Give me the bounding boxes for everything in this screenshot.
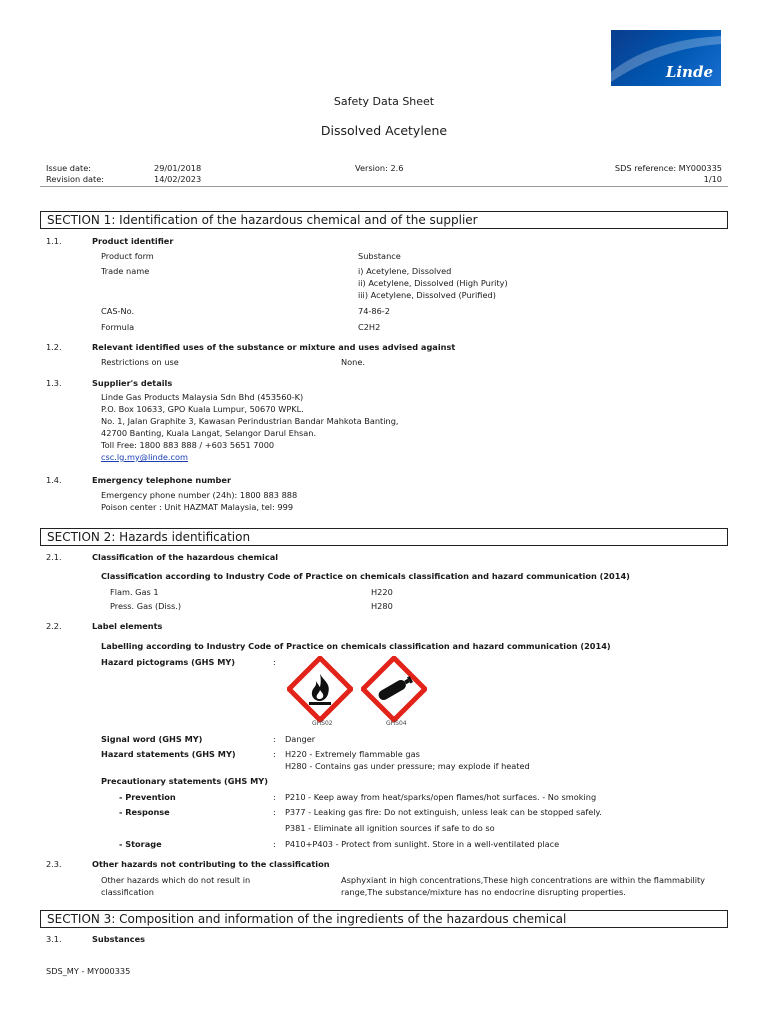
colon: : [273, 807, 276, 817]
header-divider [40, 186, 728, 187]
classification-name: Press. Gas (Diss.) [110, 601, 182, 611]
product-title: Dissolved Acetylene [320, 123, 448, 138]
supplier-line: No. 1, Jalan Graphite 3, Kawasan Perindustrian Bandar Mahkota Banting, [101, 416, 399, 426]
classification-code: H280 [371, 601, 393, 611]
s2-1-number: 2.1. [46, 552, 62, 562]
trade-name-line: i) Acetylene, Dissolved [358, 266, 452, 276]
s2-2-title: Label elements [92, 621, 163, 631]
s2-3-number: 2.3. [46, 859, 62, 869]
hazard-statements-label: Hazard statements (GHS MY) [101, 749, 236, 759]
supplier-email-link[interactable]: csc.lg.my@linde.com [101, 452, 189, 462]
other-hazards-value: Asphyxiant in high concentrations,These high concentrations are within the flammability [341, 875, 706, 885]
flame-icon [287, 656, 353, 722]
storage-value: P410+P403 - Protect from sunlight. Store in a well-ventilated place [285, 839, 560, 849]
document-type: Safety Data Sheet [333, 95, 435, 108]
trade-name-line: ii) Acetylene, Dissolved (High Purity) [358, 278, 508, 288]
supplier-line: 42700 Banting, Kuala Langat, Selangor Darul Ehsan. [101, 428, 317, 438]
footer-reference: SDS_MY - MY000335 [46, 966, 131, 976]
cas-label: CAS-No. [101, 306, 135, 316]
linde-logo [611, 30, 721, 86]
prevention-value: P210 - Keep away from heat/sparks/open flames/hot surfaces. - No smoking [285, 792, 597, 802]
colon: : [273, 657, 276, 667]
colon: : [273, 749, 276, 759]
emergency-line: Poison center : Unit HAZMAT Malaysia, tel: 999 [101, 502, 294, 512]
s1-2-title: Relevant identified uses of the substance or mixture and uses advised against [92, 342, 456, 352]
issue-date-value: 29/01/2018 [154, 163, 202, 173]
formula-value: C2H2 [358, 322, 381, 332]
supplier-email-wrap [101, 451, 188, 463]
product-form-value: Substance [358, 251, 401, 261]
colon: : [273, 792, 276, 802]
section-1-header: SECTION 1: Identification of the hazardous chemical and of the supplier [40, 211, 728, 229]
s1-4-title: Emergency telephone number [92, 475, 232, 485]
cas-value: 74-86-2 [358, 306, 390, 316]
prevention-label: - Prevention [119, 792, 176, 802]
gas-cylinder-icon [361, 656, 427, 722]
logo-wordmark: Linde [665, 63, 713, 81]
pictograms-label: Hazard pictograms (GHS MY) [101, 657, 236, 667]
section-2-header: SECTION 2: Hazards identification [40, 528, 728, 546]
section-3-header: SECTION 3: Composition and information of the ingredients of the hazardous chemical [40, 910, 728, 928]
response-line: P381 - Eliminate all ignition sources if safe to do so [285, 823, 495, 833]
s1-1-number: 1.1. [46, 236, 62, 246]
revision-date-value: 14/02/2023 [154, 174, 202, 184]
classification-code: H220 [371, 587, 393, 597]
restrictions-value: None. [341, 357, 365, 367]
signal-word-label: Signal word (GHS MY) [101, 734, 203, 744]
s1-2-number: 1.2. [46, 342, 62, 352]
classification-heading: Classification according to Industry Code of Practice on chemicals classification and hazard communication (2014) [101, 571, 630, 581]
s2-1-title: Classification of the hazardous chemical [92, 552, 279, 562]
s1-1-title: Product identifier [92, 236, 174, 246]
version: Version: 2.6 [355, 163, 404, 173]
other-hazards-label: Other hazards which do not result in [101, 875, 251, 885]
classification-name: Flam. Gas 1 [110, 587, 159, 597]
supplier-line: Linde Gas Products Malaysia Sdn Bhd (453560-K) [101, 392, 304, 402]
s3-1-title: Substances [92, 934, 146, 944]
issue-date-label: Issue date: [46, 163, 91, 173]
colon: : [273, 734, 276, 744]
s1-4-number: 1.4. [46, 475, 62, 485]
signal-word-value: Danger [285, 734, 316, 744]
hazard-statement: H220 - Extremely flammable gas [285, 749, 420, 759]
s3-1-number: 3.1. [46, 934, 62, 944]
page-number: 1/10 [703, 174, 722, 184]
colon: : [273, 839, 276, 849]
trade-name-line: iii) Acetylene, Dissolved (Purified) [358, 290, 496, 300]
revision-date-label: Revision date: [46, 174, 105, 184]
formula-label: Formula [101, 322, 135, 332]
hazard-statement: H280 - Contains gas under pressure; may explode if heated [285, 761, 530, 771]
other-hazards-value: range,The substance/mixture has no endocrine disrupting properties. [341, 887, 626, 897]
supplier-line: Toll Free: 1800 883 888 / +603 5651 7000 [101, 440, 275, 450]
product-form-label: Product form [101, 251, 154, 261]
s1-3-title: Supplier's details [92, 378, 173, 388]
response-line: P377 - Leaking gas fire: Do not extinguish, unless leak can be stopped safely. [285, 807, 602, 817]
precautionary-label: Precautionary statements (GHS MY) [101, 776, 268, 786]
pictogram-code: GHS04 [386, 720, 407, 727]
s1-3-number: 1.3. [46, 378, 62, 388]
s2-3-title: Other hazards not contributing to the classification [92, 859, 330, 869]
s2-2-number: 2.2. [46, 621, 62, 631]
response-label: - Response [119, 807, 170, 817]
storage-label: - Storage [119, 839, 162, 849]
sds-reference: SDS reference: MY000335 [614, 163, 722, 173]
restrictions-label: Restrictions on use [101, 357, 179, 367]
trade-name-label: Trade name [101, 266, 150, 276]
pictogram-code: GHS02 [312, 720, 333, 727]
emergency-line: Emergency phone number (24h): 1800 883 888 [101, 490, 298, 500]
other-hazards-label: classification [101, 887, 154, 897]
supplier-line: P.O. Box 10633, GPO Kuala Lumpur, 50670 WPKL. [101, 404, 304, 414]
labelling-heading: Labelling according to Industry Code of Practice on chemicals classification and hazard communication (2014) [101, 641, 611, 651]
